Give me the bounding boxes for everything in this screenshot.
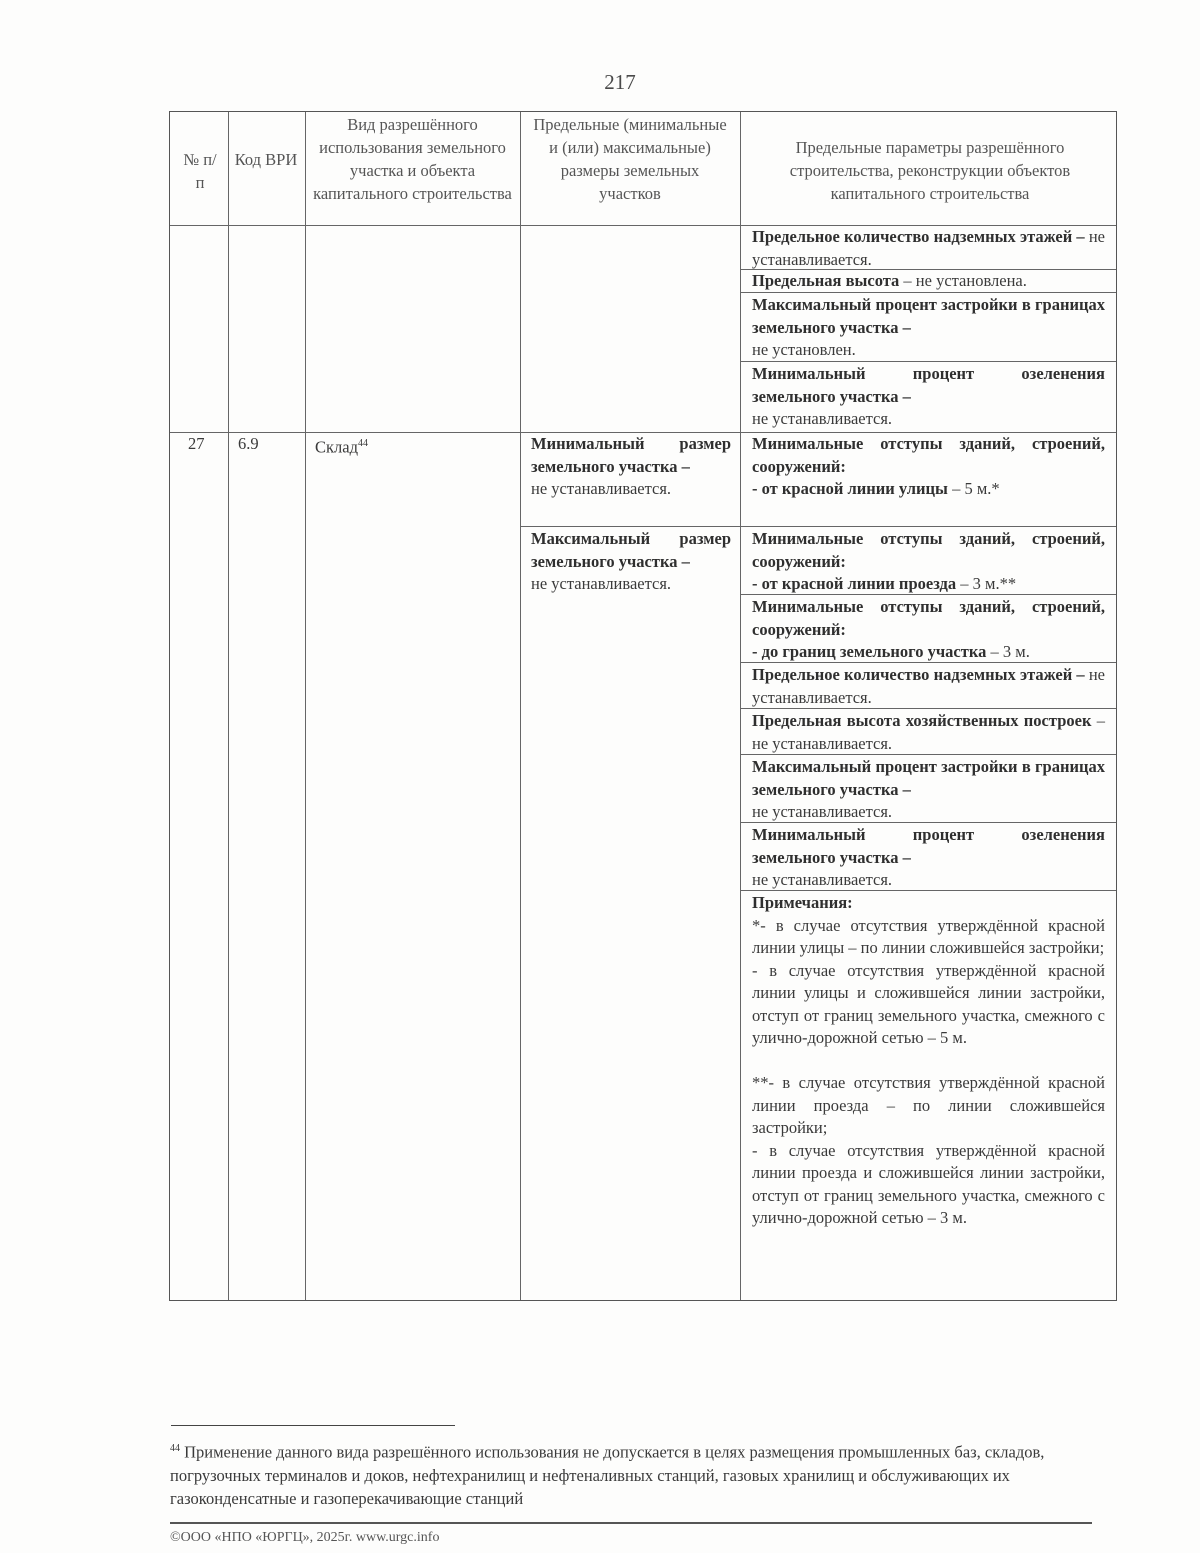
setback-driveway bbox=[752, 528, 1105, 596]
coverage-limit bbox=[752, 756, 1105, 824]
note-1a: *- в случае отсутствия утверждённой красной линии улицы – по линии сложившейся застройки; bbox=[752, 915, 1105, 957]
row-number: 27 bbox=[188, 434, 205, 453]
floors-limit-label: Предельное количество надземных этажей – bbox=[752, 665, 1085, 684]
param-greenery-label: Минимальный процент озеленения земельного участка – bbox=[752, 364, 1105, 406]
note-1b: - в случае отсутствия утверждённой красной линии улицы и сложившейся линии застройки, отступ от границ земельного участка, смежного с улично-дорожной сетью – 5 м. bbox=[752, 960, 1105, 1047]
setback-street bbox=[752, 433, 1105, 501]
param-greenery-value: не устанавливается. bbox=[752, 409, 893, 428]
header-use-type: Вид разрешённого использования земельного участка и объекта капитального строительства bbox=[313, 115, 512, 203]
page-number: 217 bbox=[604, 70, 636, 94]
param-coverage bbox=[752, 294, 1105, 362]
max-plot-size-label: Максимальный размер земельного участка – bbox=[531, 529, 731, 571]
param-coverage-value: не установлен. bbox=[752, 340, 856, 359]
setback-plot-border-line: - до границ земельного участка bbox=[752, 642, 987, 661]
footnote bbox=[170, 1437, 1100, 1510]
param-height bbox=[752, 270, 1105, 293]
note-2a: **- в случае отсутствия утверждённой красной линии проезда – по линии сложившейся застройки; bbox=[752, 1073, 1105, 1137]
footnote-mark: 44 bbox=[170, 1443, 180, 1454]
regulations-table bbox=[169, 111, 1117, 1301]
notes-title: Примечания: bbox=[752, 893, 853, 912]
footnote-ref: 44 bbox=[357, 438, 368, 449]
header-parameters: Предельные параметры разрешённого строительства, реконструкции объектов капитального строительства bbox=[789, 138, 1071, 203]
footnote-separator bbox=[171, 1425, 455, 1426]
min-plot-size bbox=[531, 433, 731, 501]
floors-limit-value: не устанавливается. bbox=[752, 665, 1105, 707]
use-type-name: Склад bbox=[315, 437, 358, 457]
param-floors-label: Предельное количество надземных этажей – bbox=[752, 227, 1085, 246]
outbuilding-height-label: Предельная высота хозяйственных построек bbox=[752, 711, 1092, 730]
min-plot-size-label: Минимальный размер земельного участка – bbox=[531, 434, 731, 476]
outbuilding-height-value: – не устанавливается. bbox=[752, 711, 1106, 753]
param-floors bbox=[752, 226, 1105, 271]
param-height-value: – не установлена. bbox=[903, 271, 1027, 290]
row-use-type bbox=[315, 433, 368, 459]
max-plot-size bbox=[531, 528, 731, 596]
greenery-limit-label: Минимальный процент озеленения земельного участка – bbox=[752, 825, 1105, 867]
copyright: ©ООО «НПО «ЮРГЦ», 2025г. www.urgc.info bbox=[170, 1530, 440, 1545]
header-code: Код ВРИ bbox=[234, 150, 298, 169]
floors-limit bbox=[752, 664, 1105, 709]
min-plot-size-value: не устанавливается. bbox=[531, 479, 672, 498]
setback-driveway-line: - от красной линии проезда bbox=[752, 574, 957, 593]
setback-plot-border-label: Минимальные отступы зданий, строений, сооружений: bbox=[752, 597, 1105, 639]
header-plot-size: Предельные (минимальные и (или) максимальные) размеры земельных участков bbox=[533, 115, 727, 203]
param-height-label: Предельная высота bbox=[752, 271, 900, 290]
coverage-limit-value: не устанавливается. bbox=[752, 802, 893, 821]
row-code: 6.9 bbox=[238, 434, 259, 453]
note-2b: - в случае отсутствия утверждённой красной линии проезда и сложившейся линии застройки, отступ от границ земельного участка, смежного с улично-дорожной сетью – 3 м. bbox=[752, 1140, 1105, 1227]
param-coverage-label: Максимальный процент застройки в границах земельного участка – bbox=[752, 295, 1105, 337]
setback-plot-border-value: – 3 м. bbox=[990, 642, 1030, 661]
setback-driveway-label: Минимальные отступы зданий, строений, сооружений: bbox=[752, 529, 1105, 571]
footnote-text: Применение данного вида разрешённого использования не допускается в целях размещения промышленных баз, складов, погрузочных терминалов и доков, нефтехранилищ и нефтеналивных станций, газовых хранилищ и обслуживающих их газоконденсатные и газоперекачивающие станций bbox=[170, 1442, 1045, 1508]
coverage-limit-label: Максимальный процент застройки в границах земельного участка – bbox=[752, 757, 1105, 799]
outbuilding-height bbox=[752, 710, 1105, 755]
param-floors-value: не устанавливается. bbox=[752, 227, 1105, 269]
setback-street-value: – 5 м.* bbox=[952, 479, 1000, 498]
max-plot-size-value: не устанавливается. bbox=[531, 574, 672, 593]
greenery-limit bbox=[752, 824, 1105, 892]
setback-street-line: - от красной линии улицы bbox=[752, 479, 948, 498]
setback-street-label: Минимальные отступы зданий, строений, сооружений: bbox=[752, 434, 1105, 476]
notes bbox=[752, 892, 1105, 1230]
greenery-limit-value: не устанавливается. bbox=[752, 870, 893, 889]
bottom-rule bbox=[170, 1522, 1092, 1524]
header-number: № п/п bbox=[183, 150, 217, 192]
setback-driveway-value: – 3 м.** bbox=[960, 574, 1017, 593]
param-greenery bbox=[752, 363, 1105, 431]
setback-plot-border bbox=[752, 596, 1105, 664]
